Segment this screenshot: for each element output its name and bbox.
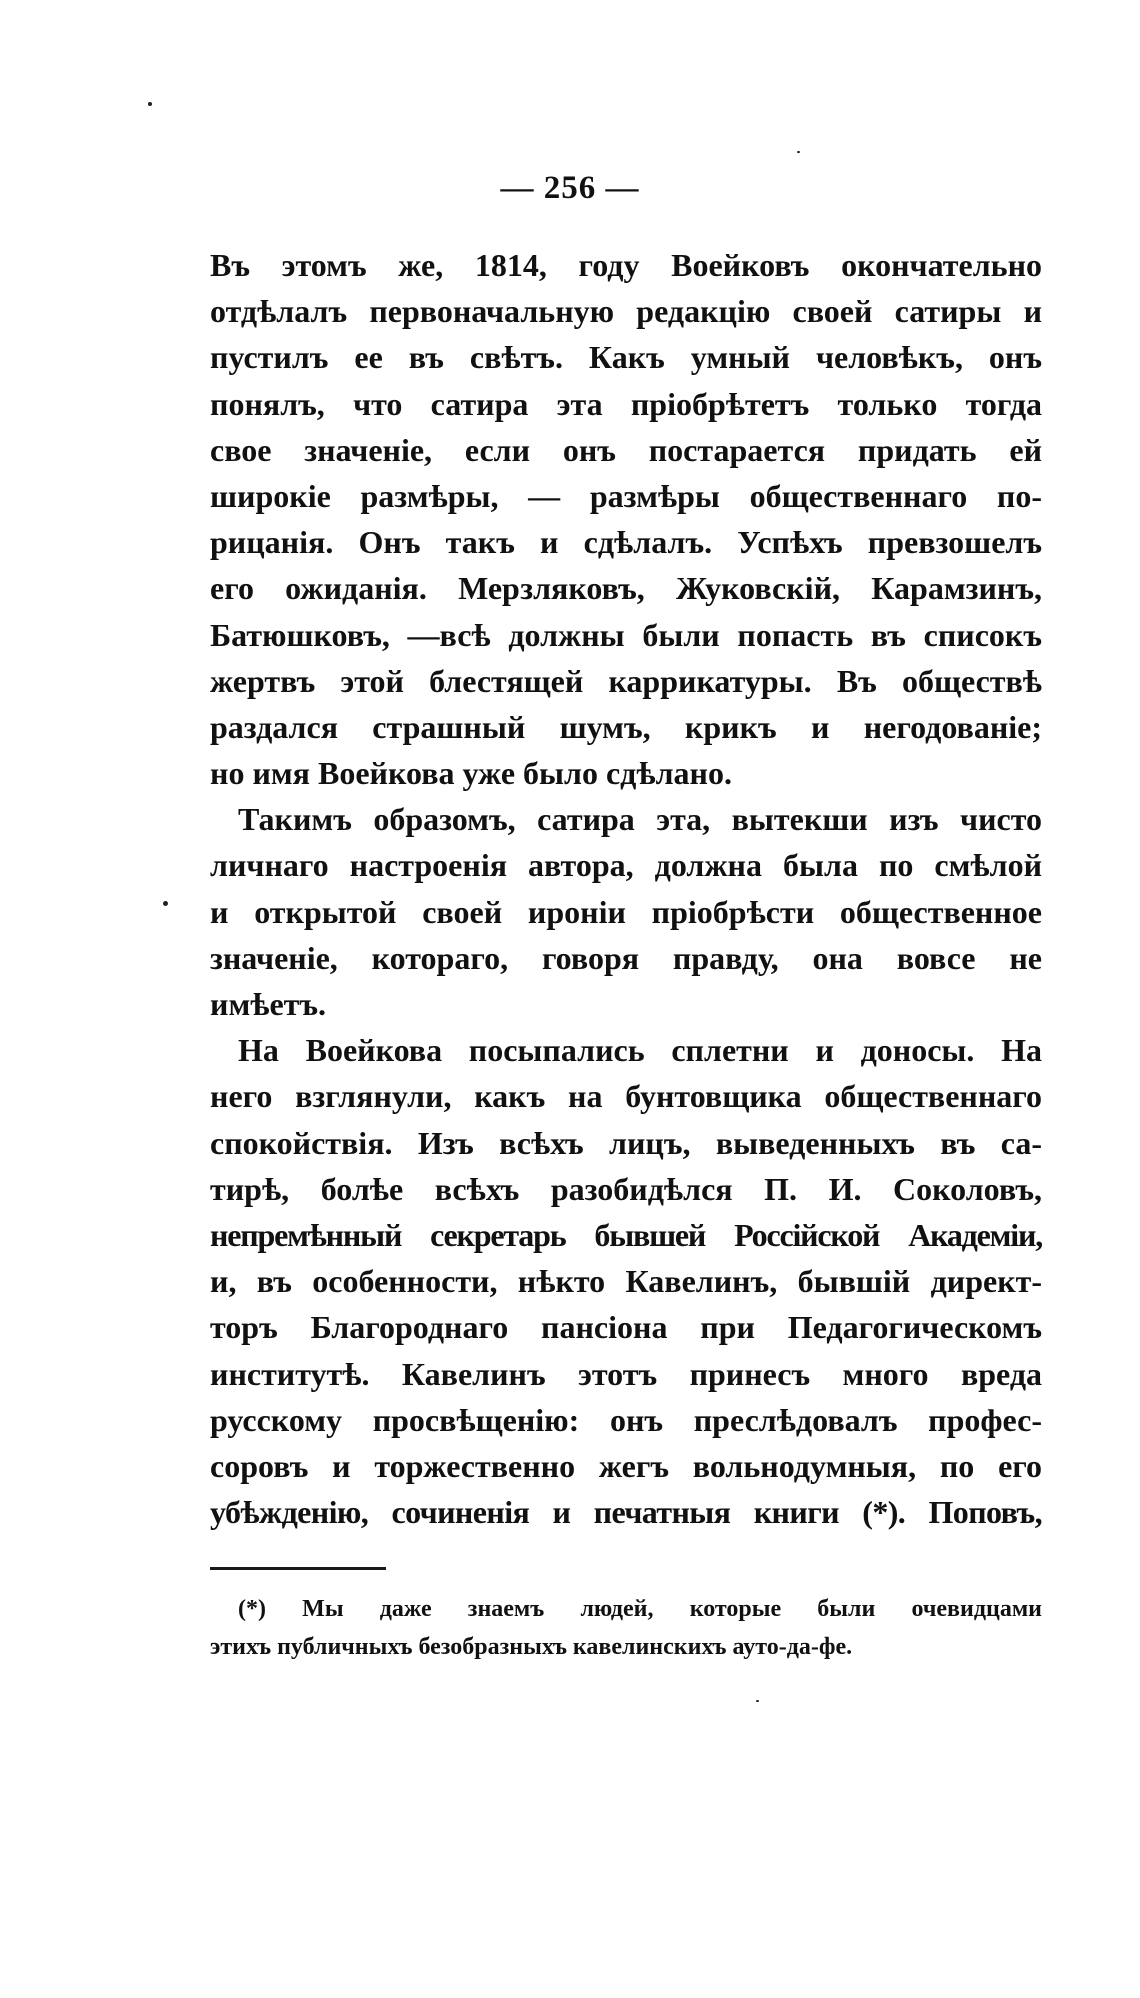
text-line: личнаго настроенія автора, должна была по смѣлой [210,847,1042,884]
print-speck [148,102,152,106]
footnote [210,1590,1042,1666]
text-line: него взглянули, какъ на бунтовщика общественнаго [210,1078,1042,1115]
print-speck [797,151,800,153]
text-line: и, въ особенности, нѣкто Кавелинъ, бывшій директ- [210,1263,1042,1300]
text-line: свое значеніе, если онъ постарается придать ей [210,431,1042,468]
text-line: пустилъ ее въ свѣтъ. Какъ умный человѣкъ, онъ [210,339,1042,376]
text-line: значеніе, котораго, говоря правду, она вовсе не [210,939,1042,976]
text-line: спокойствія. Изъ всѣхъ лицъ, выведенныхъ въ са- [210,1124,1042,1161]
paragraph-3 [210,1027,1042,1535]
text-line: понялъ, что сатира эта пріобрѣтетъ только тогда [210,385,1042,422]
text-line: и открытой своей ироніи пріобрѣсти общественное [210,893,1042,930]
text-line: институтѣ. Кавелинъ этотъ принесъ много вреда [210,1355,1042,1392]
text-line: раздался страшный шумъ, крикъ и негодованіе; [210,708,1042,745]
text-line: широкіе размѣры, — размѣры общественнаго по- [210,477,1042,514]
text-line: Въ этомъ же, 1814, году Воейковъ окончательно [210,247,1042,283]
paragraph-1 [210,242,1042,796]
footnote-line: (*) Мы даже знаемъ людей, которые были очевидцами [238,1596,1042,1622]
text-line: На Воейкова посыпались сплетни и доносы. На [238,1032,1042,1069]
text-line: рицанія. Онъ такъ и сдѣлалъ. Успѣхъ превзошелъ [210,524,1042,561]
paragraph-2 [210,796,1042,1027]
text-line: непремѣнный секретарь бывшей Россійской Академіи, [210,1216,1042,1253]
text-line: русскому просвѣщенію: онъ преслѣдовалъ профес- [210,1401,1042,1438]
text-line: торъ Благороднаго пансіона при Педагогическомъ [210,1309,1042,1346]
text-line: отдѣлалъ первоначальную редакцію своей сатиры и [210,293,1042,330]
text-line: тирѣ, болѣе всѣхъ разобидѣлся П. И. Соколовъ, [210,1170,1042,1207]
text-line: соровъ и торжественно жегъ вольнодумныя, по его [210,1447,1042,1484]
print-speck [163,901,168,906]
text-line: имѣетъ. [210,986,327,1022]
footnote-divider [210,1567,386,1570]
text-line: его ожиданія. Мерзляковъ, Жуковскій, Карамзинъ, [210,570,1042,607]
text-line: жертвъ этой блестящей каррикатуры. Въ обществѣ [210,662,1042,699]
body-text [210,242,1042,1535]
print-speck [756,1700,759,1702]
text-line: убѣжденію, сочиненія и печатныя книги (*). Поповъ, [210,1494,1042,1531]
footnote-line: этихъ публичныхъ безобразныхъ кавелинскихъ ауто-да-фе. [210,1634,853,1660]
text-line: но имя Воейкова уже было сдѣлано. [210,755,732,792]
text-line: Батюшковъ, —всѣ должны были попасть въ списокъ [210,616,1042,653]
text-line: Такимъ образомъ, сатира эта, вытекши изъ чисто [238,801,1042,838]
page-number: — 256 — [500,170,640,206]
